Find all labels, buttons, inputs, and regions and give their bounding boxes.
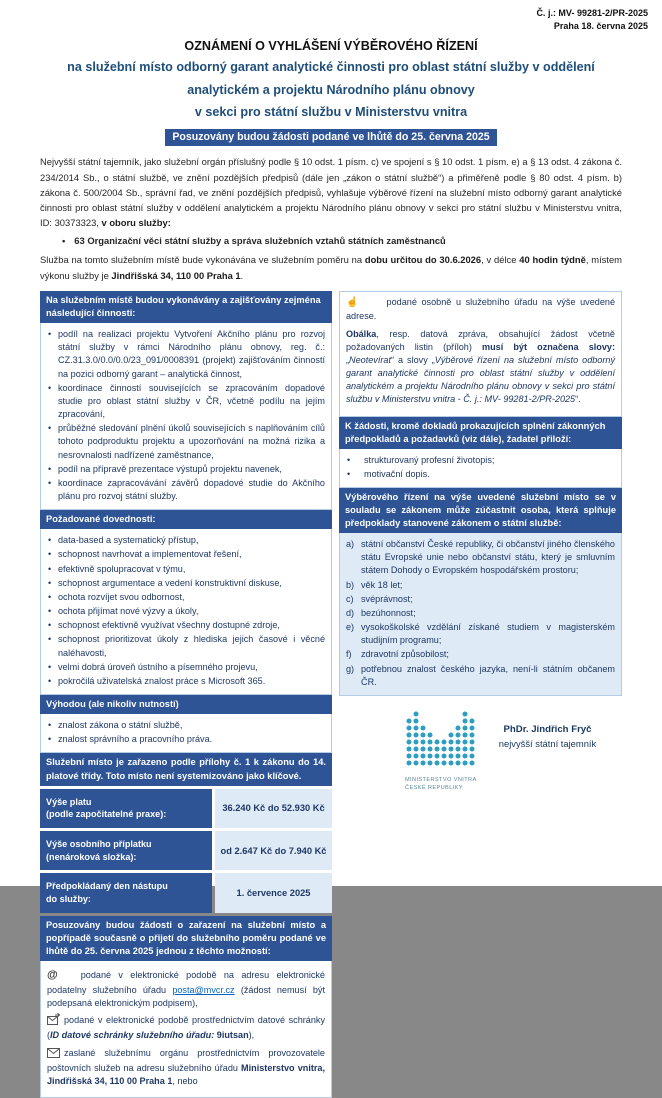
- logo-caption: MINISTERSTVO VNITRA ČESKÉ REPUBLIKY: [405, 776, 477, 792]
- right-column: [339, 291, 622, 793]
- attachments-heading: K žádosti, kromě dokladů prokazujících splnění zákonných předpokladů a požadavků (viz dále), žadatel přiloží:: [339, 417, 622, 449]
- method-post: zaslané služebnímu orgánu prostřednictvím provozovatele poštovních služeb na adresu služebního úřadu Ministerstvo vnitra, Jindřišská 34, 110 00 Praha 1, nebo: [47, 1047, 326, 1086]
- advantage-list: [40, 714, 332, 753]
- list-item: • znalost správního a pracovního práva.: [47, 733, 325, 746]
- table-row: [40, 789, 332, 828]
- salary-row-value: 36.240 Kč do 52.930 Kč: [215, 789, 332, 828]
- pay-grade-heading: Služební místo je zařazeno podle přílohy č. 1 k zákonu do 14. platové třídy. Toto místo není systemizováno jako klíčové.: [40, 753, 332, 785]
- logo-dots-icon: [405, 710, 477, 768]
- salary-row-label: Předpokládaný den nástupu do služby:: [40, 873, 212, 912]
- list-item: • koordinace zapracovávání závěrů dopadové studie do Akčního plánu pro rozvoj státní služby.: [47, 477, 325, 503]
- left-column: [40, 291, 332, 1098]
- list-item: • ochota přijímat nové výzvy a úkoly,: [47, 605, 325, 618]
- skills-items: [47, 534, 325, 688]
- signature-block: [477, 724, 622, 793]
- list-item: • velmi dobrá úroveň ústního a písemného projevu,: [47, 661, 325, 674]
- advantage-items: [47, 719, 325, 746]
- attachments-list: [339, 449, 622, 488]
- activities-list: [40, 323, 332, 510]
- list-item: • ochota rozvíjet svou odbornost,: [47, 591, 325, 604]
- prerequisites-heading: Výběrového řízení na výše uvedené služební místo se v souladu se zákonem může zúčastnit osoba, která splňuje předpoklady stanovené zákonem o státní službě:: [339, 488, 622, 533]
- list-item: • pokročilá uživatelská znalost práce s Microsoft 365.: [47, 675, 325, 688]
- salary-rows: [40, 789, 332, 913]
- service-terms-paragraph: Služba na tomto služebním místě bude vykonávána ve služebním poměru na dobu určitou do 30.6.2026, v délce 40 hodin týdně, místem výkonu služby je Jindřišská 34, 110 00 Praha 1.: [40, 254, 622, 281]
- list-item: • efektivně spolupracovat v týmu,: [47, 563, 325, 576]
- page-subtitle-2: v sekci pro státní službu v Ministerstvu vnitra: [194, 104, 468, 119]
- list-item: • podíl na přípravě prezentace výstupů projektu navenek,: [47, 463, 325, 476]
- reference-number: Č. j.: MV- 99281-2/PR-2025: [536, 8, 648, 18]
- list-item: c) svéprávnost;: [346, 593, 413, 604]
- intro-text-bold: v oboru služby:: [101, 217, 171, 229]
- list-item: • motivační dopis.: [346, 468, 615, 481]
- page-title: OZNÁMENÍ O VYHLÁŠENÍ VÝBĚROVÉHO ŘÍZENÍ: [184, 39, 478, 54]
- intro-paragraph: [40, 154, 622, 230]
- page-subtitle: na služební místo odborný garant analytické činnosti pro oblast státní služby v oddělení analytickém a projektu Národního plánu obnovy: [67, 60, 595, 97]
- advantage-heading: Výhodou (ale nikoliv nutností): [40, 695, 332, 714]
- salary-row-label: Výše osobního příplatku (nenároková složka):: [40, 831, 212, 870]
- list-item: • data-based a systematický přístup,: [47, 534, 325, 547]
- submission-methods: [40, 961, 332, 1098]
- list-item: g) potřebnou znalost českého jazyka, není-li státním občanem ČR.: [346, 663, 615, 687]
- activities-heading: Na služebním místě budou vykonávány a zajišťovány zejména následující činnosti:: [40, 291, 332, 323]
- list-item: • průběžné sledování plnění úkolů souvisejících s naplňováním cílů tohoto podproduktu projektu a upozorňování na možná rizika a nesrovnalosti nadřízené zaměstnance,: [47, 422, 325, 462]
- salary-row-value: od 2.647 Kč do 7.940 Kč: [215, 831, 332, 870]
- skills-heading: Požadované dovednosti:: [40, 510, 332, 529]
- list-item: • schopnost efektivně využívat všechny dostupné zdroje,: [47, 619, 325, 632]
- list-item: • strukturovaný profesní životopis;: [346, 454, 615, 467]
- list-item: • podíl na realizaci projektu Vytvoření Akčního plánu pro rozvoj státní služby v rámci Národního plánu obnovy, reg. č.: CZ.31.3.0/0.0/0.0/23_091/0008391 (projekt) zajišťováním činností na pozici odborný garant – analytická činnost,: [47, 328, 325, 381]
- list-item: f) zdravotní způsobilost;: [346, 649, 449, 660]
- service-field-bullet: • 63 Organizační věci státní služby a správa služebních vztahů státních zaměstnanců: [62, 235, 622, 246]
- method-personal: ☝ podané osobně u služebního úřadu na výše uvedené adrese.: [346, 296, 616, 322]
- intro-text: Nejvyšší státní tajemník, jako služební orgán příslušný podle § 10 odst. 1 písm. c) ve spojení s § 10 odst. 1 písm. e) a § 13 odst. 4 zákona č. 234/2014 Sb., o státní službě, ve znění pozdějších předpisů (dále jen „zákon o státní službě“) a přiměřeně podle § 80 odst. 4 písm. b) zákona č. 500/2004 Sb., správní řad, ve znění pozdějších předpisů, vyhlašuje výběrové řízení na služební místo odborný garant analytické činnosti pro oblast státní služby v oddělení analytickém a projektu Národního plánu obnovy v sekci pro státní službu v Ministerstvu vnitra, ID: 30373323,: [40, 156, 622, 229]
- list-item: • schopnost navrhovat a implementovat řešení,: [47, 548, 325, 561]
- salary-row-value: 1. července 2025: [215, 873, 332, 912]
- list-item: a) státní občanství České republiky, či občanství jiného členského státu Evropské unie nebo občanství státu, který je smluvním státem Dohody o Evropském hospodářském prostoru;: [346, 539, 615, 576]
- attachments-items: [346, 454, 615, 481]
- list-item: • koordinace činností souvisejících se zpracováním dopadové studie pro oblast státní služby v ČR, včetně podílu na jejím zpracování,: [47, 382, 325, 422]
- salary-row-label: Výše platu (podle započitatelné praxe):: [40, 789, 212, 828]
- signatory-name: PhDr. Jindřich Fryč: [503, 723, 592, 735]
- title-block: [0, 39, 662, 146]
- databox-envelope-icon: [47, 1014, 60, 1029]
- prerequisites-list: [339, 533, 622, 696]
- postal-envelope-icon: [47, 1048, 60, 1062]
- list-item: e) vysokoškolské vzdělání získané studiem v magisterském studijním programu;: [346, 622, 615, 646]
- envelope-marking-note: Obálka, resp. datová zpráva, obsahující žádost včetně požadovaných listin (příloh) musí být označena slovy: „Neotevírat“ a slovy „Výběrové řízení na služební místo odborný garant analytické činnosti pro oblast státní služby v oddělení analytickém a projektu Národního plánu obnovy v sekci pro státní službu v Ministerstvu vnitra - Č. j.: MV- 99281-2/PR-2025“.: [346, 328, 615, 405]
- list-item: • schopnost prioritizovat úkoly z hlediska jejich časové i věcné naléhavosti,: [47, 633, 325, 659]
- method-databox: podané v elektronické podobě prostřednictvím datové schránky (ID datové schránky služebního úřadu: 9iutsan),: [47, 1015, 325, 1041]
- document-header: [0, 0, 662, 33]
- signatory-role: nejvyšší státní tajemník: [498, 737, 597, 749]
- list-item: d) bezúhonnost;: [346, 607, 416, 618]
- ministerstvo-vnitra-logo: [405, 710, 477, 793]
- place-and-date: Praha 18. června 2025: [553, 21, 648, 32]
- list-item: b) věk 18 let;: [346, 579, 403, 590]
- list-item: • schopnost argumentace a vedení konstruktivní diskuse,: [47, 577, 325, 590]
- method-email: @ podané v elektronické podobě na adresu elektronické podatelny služebního úřadu posta@mvcr.cz (žádost nemusí být podepsaná elektronickým podpisem),: [47, 968, 326, 1008]
- hand-icon: ☝: [346, 296, 361, 308]
- signature-area: [339, 710, 622, 793]
- salary-table: [40, 789, 332, 913]
- table-row: [40, 873, 332, 912]
- activities-items: [47, 328, 325, 503]
- application-deadline-heading: Posuzovány budou žádosti o zařazení na služební místo a popřípadě současně o přijetí do služebního poměru podané ve lhůtě do 25. června 2025 jednou z těchto možností:: [40, 916, 332, 961]
- email-link[interactable]: posta@mvcr.cz: [172, 984, 235, 995]
- table-row: [40, 831, 332, 870]
- skills-list: [40, 529, 332, 695]
- submission-methods-continued: [339, 291, 622, 417]
- list-item: • znalost zákona o státní službě,: [47, 719, 325, 732]
- prerequisites-items: [346, 538, 615, 689]
- at-icon: @: [47, 968, 58, 981]
- deadline-banner: Posuzovány budou žádosti podané ve lhůtě do 25. června 2025: [165, 129, 496, 146]
